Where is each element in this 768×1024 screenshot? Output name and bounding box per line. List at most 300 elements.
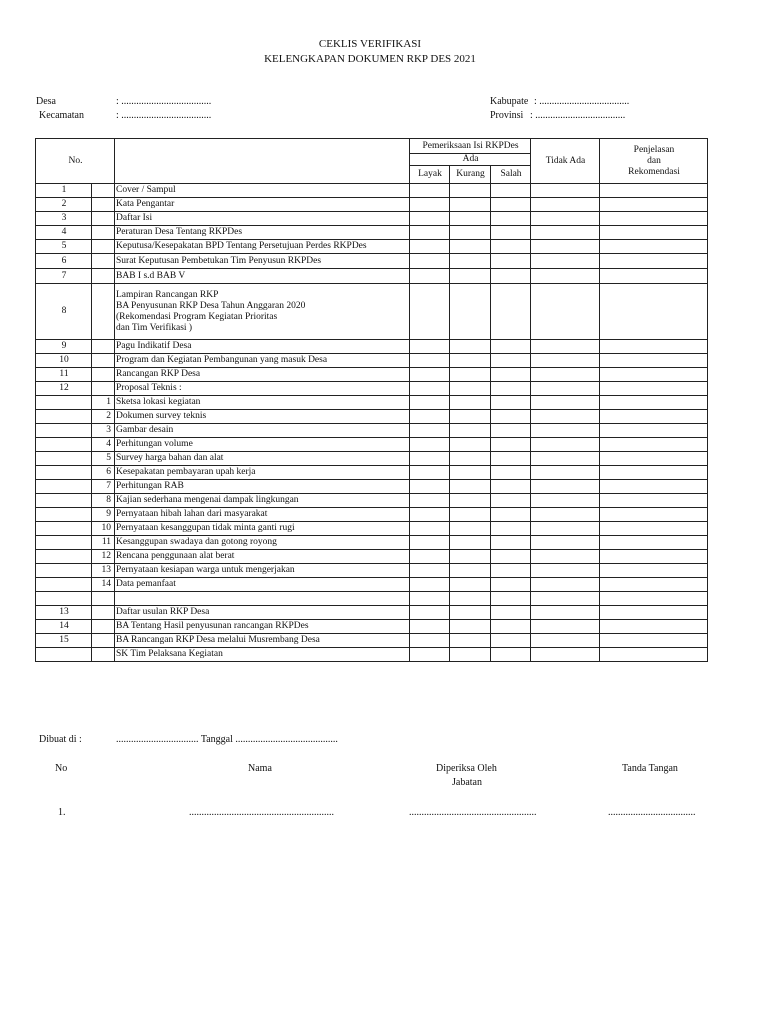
row-sub-number — [92, 592, 115, 606]
header-penjelasan-line: Rekomendasi — [628, 166, 680, 177]
tidak-ada-cell[interactable] — [531, 198, 600, 212]
row-item: Survey harga bahan dan alat — [115, 452, 410, 466]
kurang-cell[interactable] — [450, 508, 491, 522]
penjelasan-cell[interactable] — [600, 354, 708, 368]
salah-cell[interactable] — [491, 382, 531, 396]
tidak-ada-cell[interactable] — [531, 368, 600, 382]
row-item: Program dan Kegiatan Pembangunan yang masuk Desa — [115, 354, 410, 368]
row-number: 8 — [36, 284, 92, 340]
penjelasan-cell[interactable] — [600, 396, 708, 410]
tidak-ada-cell[interactable] — [531, 648, 600, 662]
penjelasan-cell[interactable] — [600, 522, 708, 536]
row-sub-number: 12 — [92, 550, 115, 564]
table-row — [36, 452, 708, 466]
table-row — [36, 340, 708, 354]
layak-cell[interactable] — [410, 368, 450, 382]
row-sub-number — [92, 648, 115, 662]
row-sub-number: 7 — [92, 480, 115, 494]
header-pemeriksaan: Pemeriksaan Isi RKPDes — [410, 139, 531, 154]
tidak-ada-cell[interactable] — [531, 410, 600, 424]
row-number: 12 — [36, 382, 92, 396]
verification-table — [35, 138, 708, 662]
row-sub-number — [92, 382, 115, 396]
salah-cell[interactable] — [491, 634, 531, 648]
tidak-ada-cell[interactable] — [531, 522, 600, 536]
row-sub-number — [92, 368, 115, 382]
row-number: 9 — [36, 340, 92, 354]
penjelasan-cell[interactable] — [600, 382, 708, 396]
layak-cell[interactable] — [410, 494, 450, 508]
salah-cell[interactable] — [491, 198, 531, 212]
penjelasan-cell[interactable] — [600, 284, 708, 340]
kurang-cell[interactable] — [450, 184, 491, 198]
layak-cell[interactable] — [410, 212, 450, 226]
layak-cell[interactable] — [410, 648, 450, 662]
row-item: Perhitungan volume — [115, 438, 410, 452]
row-item: BA Rancangan RKP Desa melalui Musrembang Desa — [115, 634, 410, 648]
kurang-cell[interactable] — [450, 578, 491, 592]
table-row — [36, 269, 708, 284]
header-penjelasan-line: Penjelasan — [633, 144, 675, 155]
kurang-cell[interactable] — [450, 396, 491, 410]
kurang-cell[interactable] — [450, 254, 491, 269]
header-penjelasan — [600, 139, 708, 184]
table-row — [36, 226, 708, 240]
salah-cell[interactable] — [491, 254, 531, 269]
layak-cell[interactable] — [410, 466, 450, 480]
tidak-ada-cell[interactable] — [531, 382, 600, 396]
row-item: BAB I s.d BAB V — [115, 269, 410, 284]
salah-cell[interactable] — [491, 536, 531, 550]
row-number — [36, 536, 92, 550]
salah-cell[interactable] — [491, 212, 531, 226]
signature-row-ttd[interactable]: ................................... — [608, 807, 696, 818]
kurang-cell[interactable] — [450, 226, 491, 240]
row-number — [36, 424, 92, 438]
header-item — [115, 139, 410, 184]
layak-cell[interactable] — [410, 578, 450, 592]
desa-label: Desa — [36, 96, 56, 107]
kurang-cell[interactable] — [450, 494, 491, 508]
salah-cell[interactable] — [491, 410, 531, 424]
layak-cell[interactable] — [410, 522, 450, 536]
penjelasan-cell[interactable] — [600, 269, 708, 284]
layak-cell[interactable] — [410, 410, 450, 424]
row-item: Daftar usulan RKP Desa — [115, 606, 410, 620]
tidak-ada-cell[interactable] — [531, 634, 600, 648]
salah-cell[interactable] — [491, 269, 531, 284]
layak-cell[interactable] — [410, 606, 450, 620]
row-number — [36, 410, 92, 424]
row-item: Kata Pengantar — [115, 198, 410, 212]
row-item: BA Tentang Hasil penyusunan rancangan RKPDes — [115, 620, 410, 634]
row-number: 15 — [36, 634, 92, 648]
row-number: 3 — [36, 212, 92, 226]
header-layak: Layak — [410, 166, 450, 184]
penjelasan-cell[interactable] — [600, 212, 708, 226]
penjelasan-cell[interactable] — [600, 340, 708, 354]
tidak-ada-cell[interactable] — [531, 592, 600, 606]
kurang-cell[interactable] — [450, 284, 491, 340]
row-sub-number — [92, 354, 115, 368]
row-number — [36, 592, 92, 606]
document-title: CEKLIS VERIFIKASI — [318, 38, 422, 50]
dibuat-label: Dibuat di : — [39, 734, 82, 745]
salah-cell[interactable] — [491, 396, 531, 410]
penjelasan-cell[interactable] — [600, 424, 708, 438]
layak-cell[interactable] — [410, 536, 450, 550]
salah-cell[interactable] — [491, 340, 531, 354]
penjelasan-cell[interactable] — [600, 648, 708, 662]
kurang-cell[interactable] — [450, 466, 491, 480]
table-row — [36, 212, 708, 226]
layak-cell[interactable] — [410, 284, 450, 340]
row-item: Rencana penggunaan alat berat — [115, 550, 410, 564]
penjelasan-cell[interactable] — [600, 184, 708, 198]
penjelasan-cell[interactable] — [600, 508, 708, 522]
row-item: Sketsa lokasi kegiatan — [115, 396, 410, 410]
layak-cell[interactable] — [410, 198, 450, 212]
row-sub-number — [92, 340, 115, 354]
table-row — [36, 592, 708, 606]
row-number: 10 — [36, 354, 92, 368]
tidak-ada-cell[interactable] — [531, 550, 600, 564]
kurang-cell[interactable] — [450, 198, 491, 212]
kurang-cell[interactable] — [450, 564, 491, 578]
signature-col-nama: Nama — [248, 763, 272, 774]
tidak-ada-cell[interactable] — [531, 508, 600, 522]
kabupaten-field[interactable]: : .................................... — [534, 96, 630, 107]
layak-cell[interactable] — [410, 269, 450, 284]
row-sub-number — [92, 254, 115, 269]
row-item: Pagu Indikatif Desa — [115, 340, 410, 354]
row-sub-number — [92, 620, 115, 634]
kurang-cell[interactable] — [450, 354, 491, 368]
kurang-cell[interactable] — [450, 536, 491, 550]
tidak-ada-cell[interactable] — [531, 606, 600, 620]
row-item: Kesanggupan swadaya dan gotong royong — [115, 536, 410, 550]
salah-cell[interactable] — [491, 184, 531, 198]
desa-field[interactable]: : .................................... — [116, 96, 212, 107]
row-sub-number: 4 — [92, 438, 115, 452]
row-item: Kesepakatan pembayaran upah kerja — [115, 466, 410, 480]
salah-cell[interactable] — [491, 550, 531, 564]
signature-col-jabatan: Jabatan — [452, 777, 482, 788]
tidak-ada-cell[interactable] — [531, 226, 600, 240]
layak-cell[interactable] — [410, 634, 450, 648]
tidak-ada-cell[interactable] — [531, 284, 600, 340]
layak-cell[interactable] — [410, 340, 450, 354]
layak-cell[interactable] — [410, 184, 450, 198]
tidak-ada-cell[interactable] — [531, 254, 600, 269]
row-number: 4 — [36, 226, 92, 240]
row-sub-number — [92, 269, 115, 284]
salah-cell[interactable] — [491, 564, 531, 578]
table-row — [36, 184, 708, 198]
tidak-ada-cell[interactable] — [531, 240, 600, 254]
row-sub-number: 8 — [92, 494, 115, 508]
penjelasan-cell[interactable] — [600, 254, 708, 269]
kurang-cell[interactable] — [450, 480, 491, 494]
tidak-ada-cell[interactable] — [531, 536, 600, 550]
salah-cell[interactable] — [491, 480, 531, 494]
row-sub-number: 11 — [92, 536, 115, 550]
row-sub-number — [92, 226, 115, 240]
tidak-ada-cell[interactable] — [531, 620, 600, 634]
layak-cell[interactable] — [410, 564, 450, 578]
kurang-cell[interactable] — [450, 382, 491, 396]
row-sub-number — [92, 284, 115, 340]
layak-cell[interactable] — [410, 382, 450, 396]
salah-cell[interactable] — [491, 438, 531, 452]
signature-row-jabatan[interactable]: ................................................... — [409, 807, 537, 818]
salah-cell[interactable] — [491, 240, 531, 254]
tidak-ada-cell[interactable] — [531, 452, 600, 466]
row-number: 14 — [36, 620, 92, 634]
header-kurang: Kurang — [450, 166, 491, 184]
row-sub-number — [92, 606, 115, 620]
row-number: 1 — [36, 184, 92, 198]
kurang-cell[interactable] — [450, 606, 491, 620]
tidak-ada-cell[interactable] — [531, 184, 600, 198]
row-number — [36, 550, 92, 564]
row-item: Pernyataan kesanggupan tidak minta ganti rugi — [115, 522, 410, 536]
tidak-ada-cell[interactable] — [531, 564, 600, 578]
penjelasan-cell[interactable] — [600, 592, 708, 606]
dibuat-field[interactable]: ................................. Tanggal ......................................... — [116, 734, 338, 745]
row-item: Dokumen survey teknis — [115, 410, 410, 424]
row-number — [36, 564, 92, 578]
tidak-ada-cell[interactable] — [531, 494, 600, 508]
layak-cell[interactable] — [410, 354, 450, 368]
row-number — [36, 466, 92, 480]
header-penjelasan-line: dan — [647, 155, 661, 166]
row-item: Kajian sederhana mengenai dampak lingkungan — [115, 494, 410, 508]
row-number — [36, 494, 92, 508]
layak-cell[interactable] — [410, 508, 450, 522]
row-item: Cover / Sampul — [115, 184, 410, 198]
kurang-cell[interactable] — [450, 620, 491, 634]
salah-cell[interactable] — [491, 508, 531, 522]
tidak-ada-cell[interactable] — [531, 212, 600, 226]
table-row — [36, 466, 708, 480]
table-row — [36, 634, 708, 648]
kurang-cell[interactable] — [450, 634, 491, 648]
penjelasan-cell[interactable] — [600, 198, 708, 212]
row-number — [36, 522, 92, 536]
salah-cell[interactable] — [491, 578, 531, 592]
table-row — [36, 620, 708, 634]
table-row — [36, 522, 708, 536]
row-number — [36, 648, 92, 662]
row-item: Pernyataan hibah lahan dari masyarakat — [115, 508, 410, 522]
tidak-ada-cell[interactable] — [531, 396, 600, 410]
row-sub-number: 1 — [92, 396, 115, 410]
signature-row-no: 1. — [58, 807, 66, 818]
kurang-cell[interactable] — [450, 424, 491, 438]
signature-col-diperiksa: Diperiksa Oleh — [436, 763, 497, 774]
row-number — [36, 438, 92, 452]
layak-cell[interactable] — [410, 226, 450, 240]
table-row — [36, 368, 708, 382]
salah-cell[interactable] — [491, 494, 531, 508]
table-row — [36, 396, 708, 410]
kurang-cell[interactable] — [450, 592, 491, 606]
layak-cell[interactable] — [410, 254, 450, 269]
table-row — [36, 564, 708, 578]
table-row — [36, 354, 708, 368]
kurang-cell[interactable] — [450, 240, 491, 254]
kurang-cell[interactable] — [450, 368, 491, 382]
row-item-line: BA Penyusunan RKP Desa Tahun Anggaran 2020 — [116, 300, 306, 311]
salah-cell[interactable] — [491, 226, 531, 240]
signature-row-nama[interactable]: .......................................................... — [189, 807, 334, 818]
row-sub-number — [92, 212, 115, 226]
penjelasan-cell[interactable] — [600, 410, 708, 424]
salah-cell[interactable] — [491, 620, 531, 634]
row-item — [115, 284, 410, 340]
row-sub-number — [92, 240, 115, 254]
table-row — [36, 536, 708, 550]
row-item-line: (Rekomendasi Program Kegiatan Prioritas — [116, 311, 278, 322]
layak-cell[interactable] — [410, 592, 450, 606]
row-item: Gambar desain — [115, 424, 410, 438]
salah-cell[interactable] — [491, 606, 531, 620]
header-ada: Ada — [410, 154, 531, 166]
penjelasan-cell[interactable] — [600, 480, 708, 494]
tidak-ada-cell[interactable] — [531, 424, 600, 438]
row-number — [36, 396, 92, 410]
row-item: Peraturan Desa Tentang RKPDes — [115, 226, 410, 240]
row-number: 13 — [36, 606, 92, 620]
row-item: Surat Keputusan Pembetukan Tim Penyusun RKPDes — [115, 254, 410, 269]
kurang-cell[interactable] — [450, 452, 491, 466]
row-item-line: dan Tim Verifikasi ) — [116, 322, 193, 333]
row-item: Data pemanfaat — [115, 578, 410, 592]
salah-cell[interactable] — [491, 452, 531, 466]
row-item-line: Lampiran Rancangan RKP — [116, 289, 219, 300]
table-row — [36, 284, 708, 340]
table-row — [36, 550, 708, 564]
penjelasan-cell[interactable] — [600, 536, 708, 550]
layak-cell[interactable] — [410, 438, 450, 452]
kurang-cell[interactable] — [450, 438, 491, 452]
penjelasan-cell[interactable] — [600, 452, 708, 466]
layak-cell[interactable] — [410, 480, 450, 494]
penjelasan-cell[interactable] — [600, 634, 708, 648]
row-sub-number: 14 — [92, 578, 115, 592]
row-item: Keputusa/Kesepakatan BPD Tentang Persetujuan Perdes RKPDes — [115, 240, 410, 254]
row-item: SK Tim Pelaksana Kegiatan — [115, 648, 410, 662]
kurang-cell[interactable] — [450, 269, 491, 284]
salah-cell[interactable] — [491, 284, 531, 340]
penjelasan-cell[interactable] — [600, 564, 708, 578]
kurang-cell[interactable] — [450, 648, 491, 662]
salah-cell[interactable] — [491, 592, 531, 606]
salah-cell[interactable] — [491, 368, 531, 382]
document-subtitle: KELENGKAPAN DOKUMEN RKP DES 2021 — [264, 53, 476, 65]
kabupaten-label: Kabupate — [490, 96, 529, 107]
row-sub-number: 2 — [92, 410, 115, 424]
penjelasan-cell[interactable] — [600, 368, 708, 382]
kurang-cell[interactable] — [450, 550, 491, 564]
row-item: Pernyataan kesiapan warga untuk mengerjakan — [115, 564, 410, 578]
penjelasan-cell[interactable] — [600, 578, 708, 592]
row-number — [36, 578, 92, 592]
layak-cell[interactable] — [410, 396, 450, 410]
kurang-cell[interactable] — [450, 410, 491, 424]
tidak-ada-cell[interactable] — [531, 354, 600, 368]
salah-cell[interactable] — [491, 522, 531, 536]
table-row — [36, 424, 708, 438]
penjelasan-cell[interactable] — [600, 438, 708, 452]
tidak-ada-cell[interactable] — [531, 340, 600, 354]
table-row — [36, 606, 708, 620]
provinsi-field[interactable]: : .................................... — [530, 110, 626, 121]
tidak-ada-cell[interactable] — [531, 578, 600, 592]
signature-col-no: No — [55, 763, 68, 774]
layak-cell[interactable] — [410, 452, 450, 466]
row-number: 11 — [36, 368, 92, 382]
layak-cell[interactable] — [410, 240, 450, 254]
kurang-cell[interactable] — [450, 212, 491, 226]
kurang-cell[interactable] — [450, 522, 491, 536]
tidak-ada-cell[interactable] — [531, 466, 600, 480]
layak-cell[interactable] — [410, 424, 450, 438]
salah-cell[interactable] — [491, 354, 531, 368]
signature-col-ttd: Tanda Tangan — [622, 763, 678, 774]
penjelasan-cell[interactable] — [600, 466, 708, 480]
salah-cell[interactable] — [491, 424, 531, 438]
penjelasan-cell[interactable] — [600, 494, 708, 508]
tidak-ada-cell[interactable] — [531, 438, 600, 452]
layak-cell[interactable] — [410, 550, 450, 564]
row-sub-number: 5 — [92, 452, 115, 466]
table-row — [36, 382, 708, 396]
kecamatan-label: Kecamatan — [39, 110, 84, 121]
row-number: 2 — [36, 198, 92, 212]
salah-cell[interactable] — [491, 466, 531, 480]
row-number: 6 — [36, 254, 92, 269]
row-item: Rancangan RKP Desa — [115, 368, 410, 382]
row-number — [36, 508, 92, 522]
kecamatan-field[interactable]: : .................................... — [116, 110, 212, 121]
row-number: 5 — [36, 240, 92, 254]
tidak-ada-cell[interactable] — [531, 480, 600, 494]
row-sub-number: 6 — [92, 466, 115, 480]
penjelasan-cell[interactable] — [600, 226, 708, 240]
penjelasan-cell[interactable] — [600, 620, 708, 634]
row-sub-number: 10 — [92, 522, 115, 536]
penjelasan-cell[interactable] — [600, 240, 708, 254]
row-item: Proposal Teknis : — [115, 382, 410, 396]
row-sub-number — [92, 198, 115, 212]
table-row — [36, 254, 708, 269]
kurang-cell[interactable] — [450, 340, 491, 354]
tidak-ada-cell[interactable] — [531, 269, 600, 284]
layak-cell[interactable] — [410, 620, 450, 634]
header-salah: Salah — [491, 166, 531, 184]
row-sub-number: 13 — [92, 564, 115, 578]
table-row — [36, 648, 708, 662]
salah-cell[interactable] — [491, 648, 531, 662]
header-tidak-ada: Tidak Ada — [531, 139, 600, 184]
table-row — [36, 578, 708, 592]
penjelasan-cell[interactable] — [600, 550, 708, 564]
table-row — [36, 438, 708, 452]
row-item — [115, 592, 410, 606]
penjelasan-cell[interactable] — [600, 606, 708, 620]
